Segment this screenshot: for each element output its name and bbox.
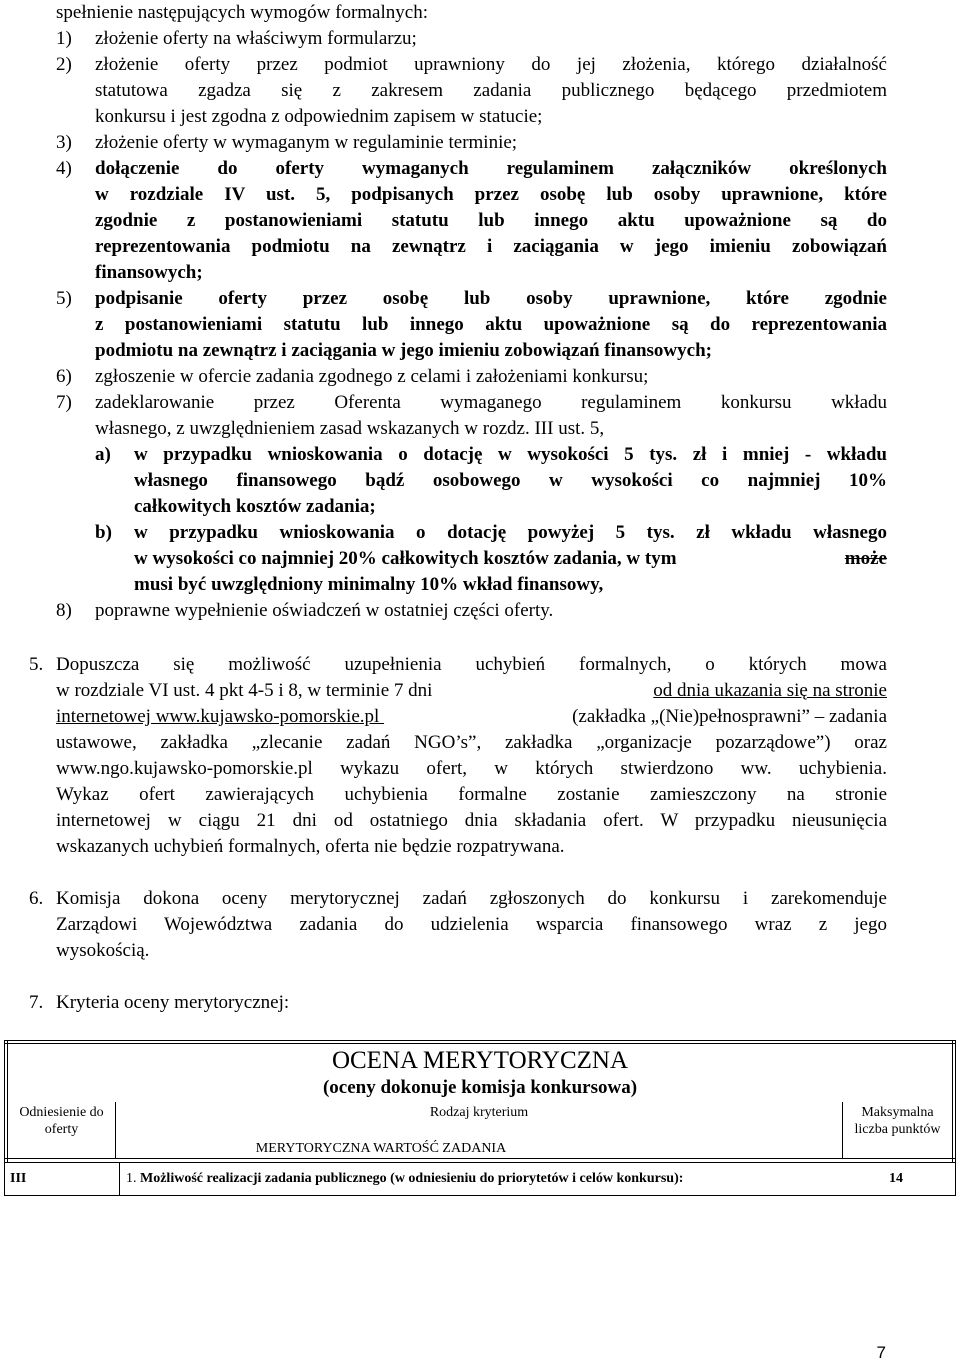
- table-title: OCENA MERYTORYCZNA: [331, 1047, 629, 1074]
- table-border: [4, 1162, 956, 1163]
- item-text: złożenie oferty w wymaganym w regulaminie terminie;: [95, 132, 518, 153]
- item-number: 1): [56, 28, 72, 49]
- paragraph-text-part: w rozdziale VI ust. 4 pkt 4-5 i 8, w terminie 7 dni: [56, 680, 438, 701]
- paragraph-text: www.ngo.kujawsko-pomorskie.pl wykazu ofert, w których stwierdzono ww. uchybienia.: [56, 758, 887, 779]
- criterion-text: Możliwość realizacji zadania publicznego (w odniesieniu do priorytetów i celów konkursu):: [140, 1171, 684, 1186]
- paragraph-text: internetowej w ciągu 21 dni od ostatniego dnia składania ofert. W przypadku nieusunięcia: [56, 810, 887, 831]
- paragraph-text: Kryteria oceny merytorycznej:: [56, 992, 290, 1013]
- paragraph-text-part: (zakładka „(Nie)pełnosprawni” – zadania: [572, 706, 887, 727]
- criteria-table: [4, 1040, 956, 1196]
- item-number: 4): [56, 158, 72, 179]
- paragraph-text: [56, 678, 887, 704]
- table-border: [4, 1040, 956, 1041]
- item-number: 3): [56, 132, 72, 153]
- criterion-number: 1.: [126, 1171, 140, 1186]
- intro-line: spełnienie następujących wymogów formalnych:: [56, 2, 428, 23]
- column-header-criterion: Rodzaj kryterium: [429, 1105, 529, 1120]
- sub-item-text: [134, 546, 887, 572]
- underlined-text: od dnia ukazania się na stronie: [653, 680, 887, 701]
- table-border: [4, 1195, 956, 1196]
- website-link-text: internetowej www.kujawsko-pomorskie.pl: [56, 706, 385, 727]
- item-number: 5): [56, 288, 72, 309]
- sub-item-text: musi być uwzględniony minimalny 10% wkład finansowy,: [134, 574, 604, 595]
- sub-item-text: w przypadku wnioskowania o dotację powyżej 5 tys. zł wkładu własnego: [134, 522, 887, 543]
- row-points: 14: [889, 1171, 903, 1186]
- item-text: zgłoszenie w ofercie zadania zgodnego z celami i założeniami konkursu;: [95, 366, 649, 387]
- table-border: [4, 1158, 956, 1159]
- item-text: z postanowieniami statutu lub innego aktu upoważnione są do reprezentowania: [95, 314, 887, 335]
- table-border: [4, 1043, 956, 1044]
- item-text: poprawne wypełnienie oświadczeń w ostatniej części oferty.: [95, 600, 554, 621]
- item-text: podpisanie oferty przez osobę lub osoby uprawnione, które zgodnie: [95, 288, 887, 309]
- table-subtitle: (oceny dokonuje komisja konkursowa): [322, 1077, 638, 1098]
- item-number: 7): [56, 392, 72, 413]
- item-text: złożenie oferty przez podmiot uprawniony do jej złożenia, którego działalność: [95, 54, 887, 75]
- item-text: podmiotu na zewnątrz i zaciągania w jego imieniu zobowiązań finansowych;: [95, 340, 712, 361]
- item-number: 2): [56, 54, 72, 75]
- item-text: dołączenie do oferty wymaganych regulaminem załączników określonych: [95, 158, 887, 179]
- paragraph-text: ustawowe, zakładka „zlecanie zadań NGO’s”, zakładka „organizacje pozarządowe”) oraz: [56, 732, 887, 753]
- paragraph-text: wysokością.: [56, 940, 150, 961]
- item-text: konkursu i jest zgodna z odpowiednim zapisem w statucie;: [95, 106, 543, 127]
- item-text: statutowa zgadza się z zakresem zadania publicznego będącego przedmiotem: [95, 80, 887, 101]
- sub-item-text: całkowitych kosztów zadania;: [134, 496, 376, 517]
- item-text: własnego, z uwzględnieniem zasad wskazanych w rozdz. III ust. 5,: [95, 418, 605, 439]
- row-reference: III: [10, 1171, 27, 1186]
- item-number: 6): [56, 366, 72, 387]
- column-header-line: liczba punktów: [854, 1122, 941, 1137]
- item-text: reprezentowania podmiotu na zewnątrz i zaciągania w jego imieniu zobowiązań: [95, 236, 887, 257]
- column-header-max-points: [843, 1104, 952, 1138]
- paragraph-text: Komisja dokona oceny merytorycznej zadań zgłoszonych do konkursu i zarekomenduje: [56, 888, 887, 909]
- column-header-line: oferty: [44, 1122, 79, 1137]
- row-criterion: [126, 1170, 846, 1187]
- item-text: zadeklarowanie przez Oferenta wymaganego regulaminem konkursu wkładu: [95, 392, 887, 413]
- paragraph-text: Zarządowi Województwa zadania do udzielenia wsparcia finansowego wraz z jego: [56, 914, 887, 935]
- table-border: [119, 1162, 120, 1195]
- sub-item-letter: b): [95, 522, 112, 543]
- paragraph-text: Dopuszcza się możliwość uzupełnienia uchybień formalnych, o których mowa: [56, 654, 887, 675]
- page-number: 7: [876, 1343, 886, 1362]
- sub-item-text-part: w wysokości co najmniej 20% całkowitych kosztów zadania, w tym: [134, 548, 682, 569]
- column-header-reference: [8, 1104, 115, 1138]
- paragraph-number: 6.: [29, 888, 44, 909]
- item-number: 8): [56, 600, 72, 621]
- column-header-line: Maksymalna: [861, 1105, 934, 1120]
- paragraph-text: wskazanych uchybień formalnych, oferta nie będzie rozpatrywana.: [56, 836, 565, 857]
- sub-item-text: własnego finansowego bądź osobowego w wysokości co najmniej 10%: [134, 470, 887, 491]
- sub-item-letter: a): [95, 444, 111, 465]
- section-header: MERYTORYCZNA WARTOŚĆ ZADANIA: [255, 1141, 507, 1156]
- item-text: w rozdziale IV ust. 5, podpisanych przez osobę lub osoby uprawnione, które: [95, 184, 887, 205]
- paragraph-text: Wykaz ofert zawierających uchybienia formalne zostanie zamieszczony na stronie: [56, 784, 887, 805]
- paragraph-text: [56, 704, 887, 730]
- item-text: zgodnie z postanowieniami statutu lub innego aktu upoważnione są do: [95, 210, 887, 231]
- item-text: finansowych;: [95, 262, 203, 283]
- item-text: złożenie oferty na właściwym formularzu;: [95, 28, 417, 49]
- strikethrough-text: może: [844, 548, 887, 569]
- paragraph-number: 5.: [29, 654, 44, 675]
- sub-item-text: w przypadku wnioskowania o dotację w wysokości 5 tys. zł i mniej - wkładu: [134, 444, 887, 465]
- column-header-line: Odniesienie do: [19, 1105, 104, 1120]
- paragraph-number: 7.: [29, 992, 44, 1013]
